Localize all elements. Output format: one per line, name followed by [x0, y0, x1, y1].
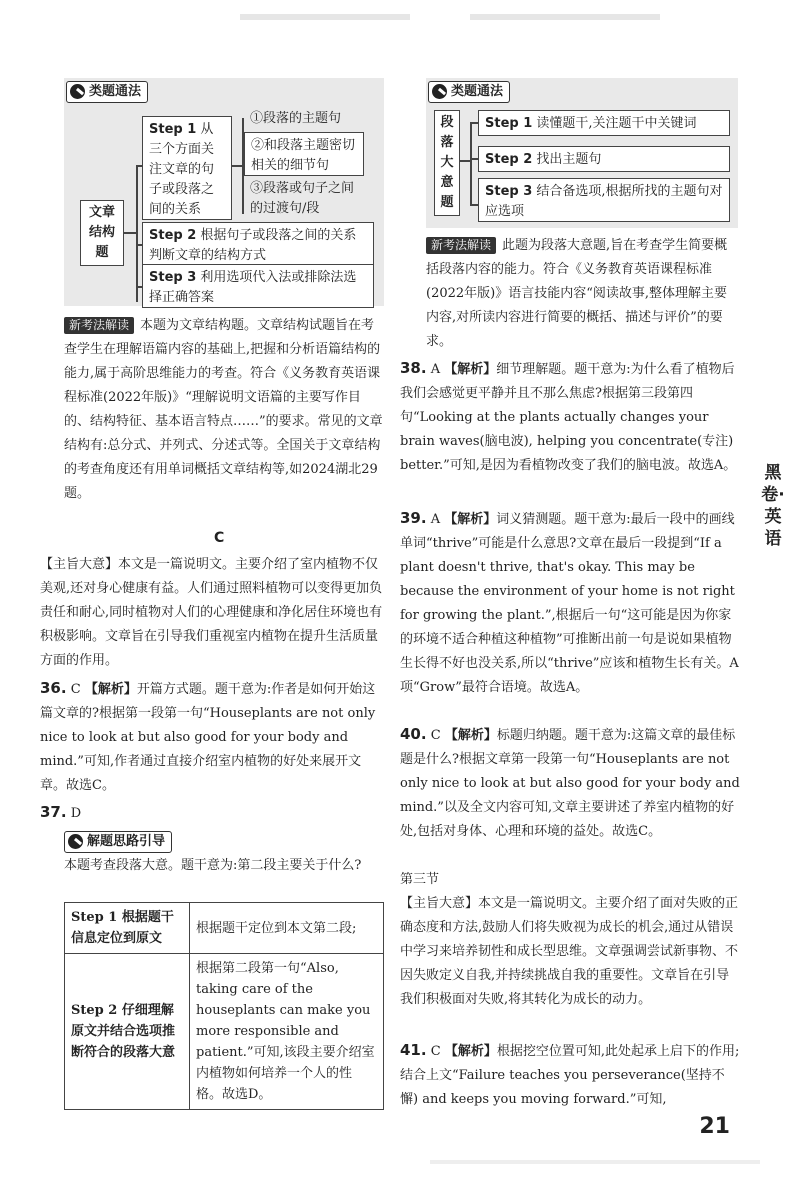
- guide-table: [64, 902, 384, 1110]
- interpretation-badge: 新考法解读: [64, 317, 134, 334]
- left-interpretation: 新考法解读 本题为文章结构题。文章结构试题旨在考查学生在理解语篇内容的基础上,把握和分析语篇结构的能力,属于高阶思维能力的考查。符合《义务教育英语课程标准(2022年版)》“理解说明文语篇的主要写作目的、结构特征、基本语言特点……”的要求。常见的文章结构有:总分式、并列式、分述式等。全国关于文章结构的考查角度还有用单词概括文章结构等,如2024湖北29题。: [64, 318, 383, 501]
- diagram2-step3: Step 3 结合备选项,根据所找的主题句对应选项: [478, 178, 730, 222]
- diagram1-sub1: ①段落的主题句: [250, 111, 342, 126]
- connector: [470, 158, 478, 160]
- diagram2-step1: Step 1 读懂题干,关注题干中关键词: [478, 110, 730, 136]
- connector: [136, 165, 138, 302]
- table-row: [65, 903, 384, 954]
- question-38: 38. A 【解析】细节理解题。题干意为:为什么看了植物后我们会感觉更平静并且不那么焦虑?根据第三段第四句“Looking at the plants actually changes your brain waves(脑电波), helping you concentrate(专注) better.”可知,是因为看植物改变了我们的脑电波。故选A。: [400, 359, 737, 473]
- left-method-tag: 类题通法: [66, 80, 148, 103]
- connector: [232, 165, 242, 167]
- section-c-heading: C: [214, 530, 225, 546]
- footer-bar: [430, 1160, 760, 1164]
- table-cell-step: Step 1 根据题干信息定位到原文: [65, 903, 190, 954]
- diagram1-step1: Step 1 从三个方面关注文章的句子或段落之间的关系: [142, 116, 232, 220]
- table-row: [65, 954, 384, 1110]
- diagram1-step2: Step 2 根据句子或段落之间的关系判断文章的结构方式: [142, 222, 374, 266]
- diagram1-sub3: ③段落或句子之间的过渡句/段: [250, 181, 355, 216]
- right-method-tag: 类题通法: [428, 80, 510, 103]
- diagram1-sub2: ②和段落主题密切相关的细节句: [244, 132, 364, 176]
- connector: [470, 122, 478, 124]
- interpretation-badge: 新考法解读: [426, 237, 496, 254]
- connector: [460, 160, 470, 162]
- header-bar-right: [470, 14, 660, 20]
- main-idea-c: 【主旨大意】本文是一篇说明文。主要介绍了室内植物不仅美观,还对身心健康有益。人们通过照料植物可以变得更加负责任和耐心,同时植物对人们的心理健康和净化居住环境也有积极影响。文章旨在引导我们重视室内植物在提升生活质量方面的作用。: [40, 557, 383, 668]
- table-cell-desc: 根据第二段第一句“Also, taking care of the houseplants can make you more responsible and patient.”可知,该段主要介绍室内植物如何培养一个人的性格。故选D。: [190, 954, 384, 1110]
- main-idea-3: 【主旨大意】本文是一篇说明文。主要介绍了面对失败的正确态度和方法,鼓励人们将失败视为成长的机会,通过从错误中学习来培养韧性和成长型思维。文章强调尝试新事物、不因失败定义自我,并持续挑战自我的重要性。文章旨在引导我们积极面对失败,将其转化为成长的动力。: [400, 896, 739, 1007]
- right-interpretation: 新考法解读 此题为段落大意题,旨在考查学生简要概括段落内容的能力。符合《义务教育英语课程标准(2022年版)》语言技能内容“阅读故事,整体理解主要内容,对所读内容进行简要的概括、描述与评价”的要求。: [426, 238, 728, 349]
- table-cell-step: Step 2 仔细理解原文并结合选项推断符合的段落大意: [65, 954, 190, 1110]
- diagram1-root: 文章结构题: [80, 200, 124, 266]
- connector: [470, 122, 472, 204]
- diagram1-step3: Step 3 利用选项代入法或排除法选择正确答案: [142, 264, 374, 308]
- key-icon: [70, 84, 85, 99]
- table-cell-desc: 根据题干定位到本文第二段;: [190, 903, 384, 954]
- header-bar-left: [240, 14, 410, 20]
- guide-tag: 解题思路引导: [64, 830, 172, 853]
- side-label: 黑卷·英语: [761, 463, 785, 549]
- page-number: 21: [699, 1114, 730, 1139]
- key-icon: [432, 84, 447, 99]
- question-41: 41. C 【解析】根据挖空位置可知,此处起承上启下的作用;结合上文“Failure teaches you perseverance(坚持不懈) and keeps you moving forward.”可知,: [400, 1041, 740, 1107]
- question-37: 37. D: [40, 803, 82, 821]
- diagram2-root: 段落大意题: [434, 110, 460, 216]
- diagram2-step2: Step 2 找出主题句: [478, 146, 730, 172]
- guide-intro: 本题考查段落大意。题干意为:第二段主要关于什么?: [64, 858, 362, 873]
- question-40: 40. C 【解析】标题归纳题。题干意为:这篇文章的最佳标题是什么?根据文章第一段第一句“Houseplants are not only nice to look at but also good for your body and mind.”以及全文内容可知,文章主要讲述了养室内植物的好处,包括对身体、心理和环境的益处。故选C。: [400, 725, 740, 839]
- connector: [470, 204, 478, 206]
- question-36: 36. C 【解析】开篇方式题。题干意为:作者是如何开始这篇文章的?根据第一段第一句“Houseplants are not only nice to look at but also good for your body and mind.”可知,作者通过直接介绍室内植物的好处来展开文章。故选C。: [40, 679, 376, 793]
- connector: [124, 232, 136, 234]
- section-3-heading: 第三节: [400, 872, 440, 887]
- guide-icon: [68, 834, 83, 849]
- question-39: 39. A 【解析】词义猜测题。题干意为:最后一段中的画线单词“thrive”可能是什么意思?文章在最后一段提到“If a plant doesn't thrive, that's okay. This may be because the environment of your home is not right for growing the plant.”,根据后一句“这可能是因为你家的环境不适合种植这种植物”可推断出前一句是说如果植物生长得不好也没关系,所以“thrive”应该和植物生长有关。A项“Grow”最符合语境。故选A。: [400, 509, 739, 695]
